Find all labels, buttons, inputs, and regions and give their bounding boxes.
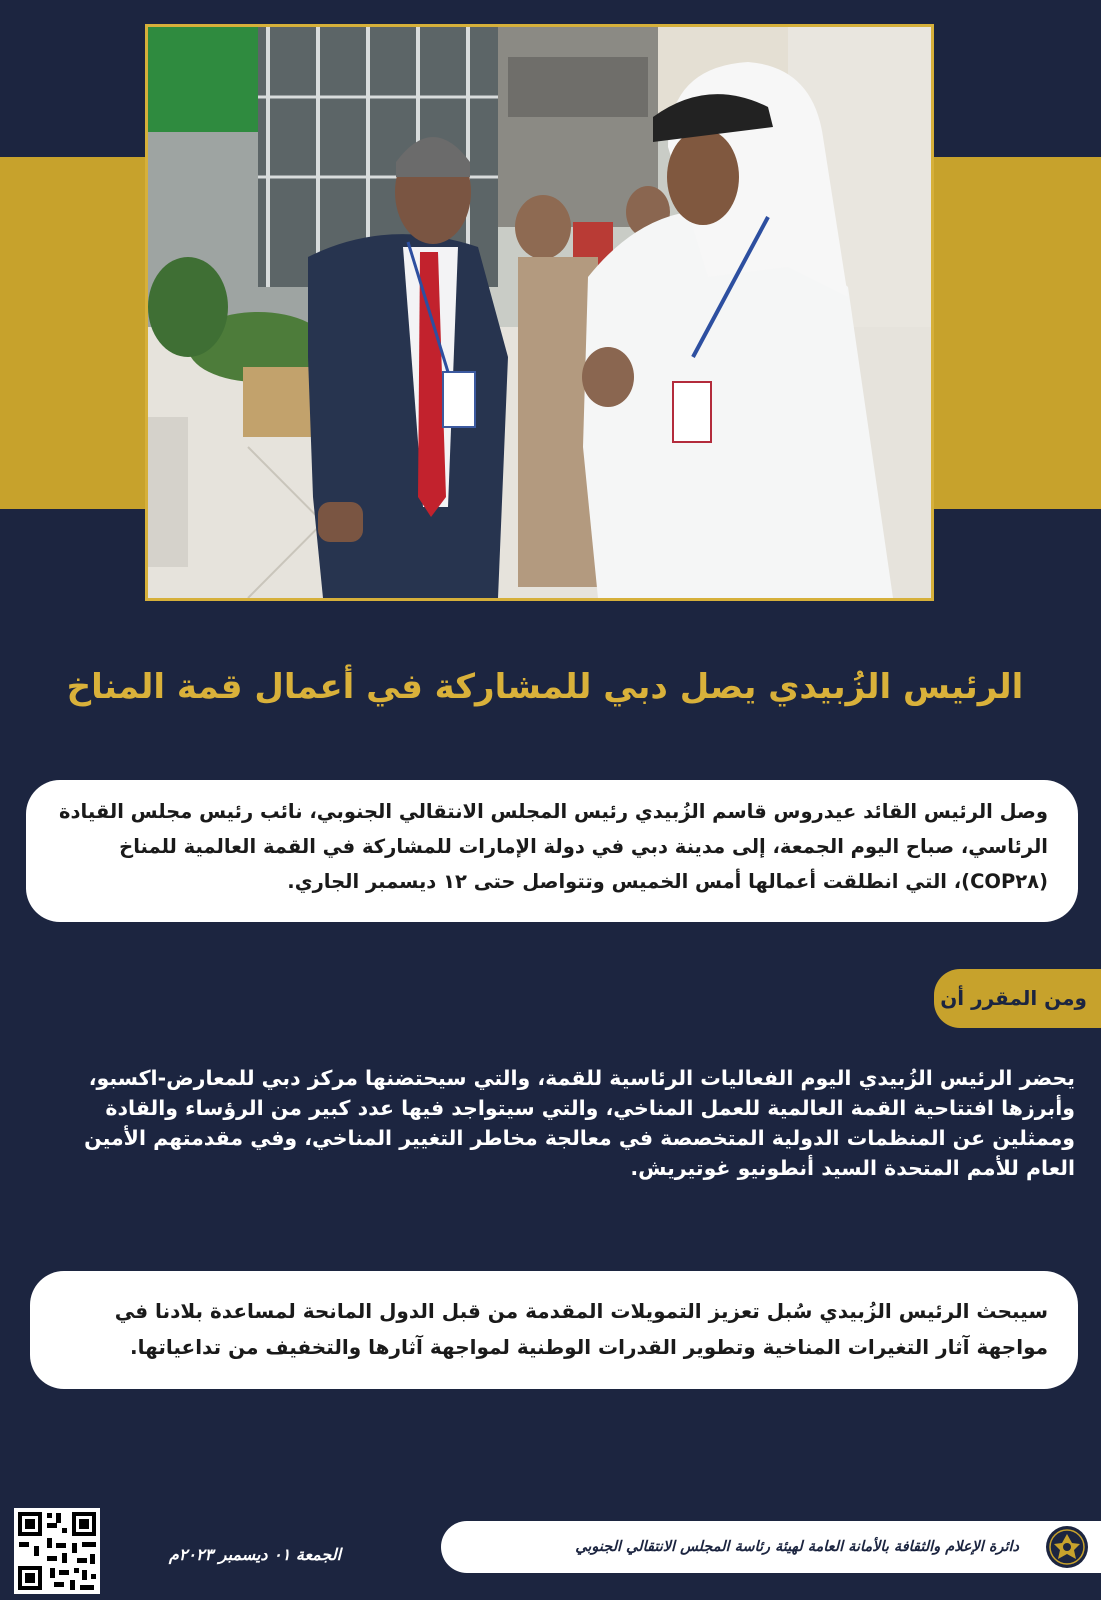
schedule-text: يحضر الرئيس الزُبيدي اليوم الفعاليات الرئاسية للقمة، والتي سيحتضنها مركز دبي للمعارض-اكسبو، وأبرزها افتتاحية القمة العالمية للعمل المناخي، والتي سيتواجد فيها عدد كبير من الرؤساء والقادة وممثلين عن المنظمات الدولية المتخصصة في معالجة مخاطر التغيير المناخي، وفي مقدمتهم الأمين العام للأمم المتحدة السيد أنطونيو غوتيريش. [84,1066,1075,1180]
footer-pill [441,1521,1101,1573]
photo-illustration [148,27,931,598]
funding-text: سيبحث الرئيس الزُبيدي سُبل تعزيز التمويلات المقدمة من قبل الدول المانحة لمساعدة بلادنا في مواجهة آثار التغيرات المناخية وتطوير القدرات الوطنية لمواجهة آثارها والتخفيف من تداعياتها. [114,1299,1048,1359]
qr-code-icon [14,1508,100,1594]
headline: الرئيس الزُبيدي يصل دبي للمشاركة في أعمال قمة المناخ [66,667,1024,707]
arrival-text: وصل الرئيس القائد عيدروس قاسم الزُبيدي رئيس المجلس الانتقالي الجنوبي، نائب رئيس مجلس القيادة الرئاسي، صباح اليوم الجمعة، إلى مدينة دبي في دولة الإمارات للمشاركة في القمة العالمية للمناخ (COP٢٨)، التي انطلقت أعمالها أمس الخميس وتتواصل حتى ١٢ ديسمبر الجاري. [59,800,1048,893]
department-name: دائرة الإعلام والثقافة بالأمانة العامة لهيئة رئاسة المجلس الانتقالي الجنوبي [575,1538,1019,1555]
section-tab: ومن المقرر أن [934,969,1101,1028]
footer-date: الجمعة ٠١ ديسمبر ٢٠٢٣م [168,1545,342,1564]
funding-card [30,1271,1078,1389]
news-photo [145,24,934,601]
council-emblem-icon [1045,1525,1089,1569]
arrival-card [26,780,1078,922]
